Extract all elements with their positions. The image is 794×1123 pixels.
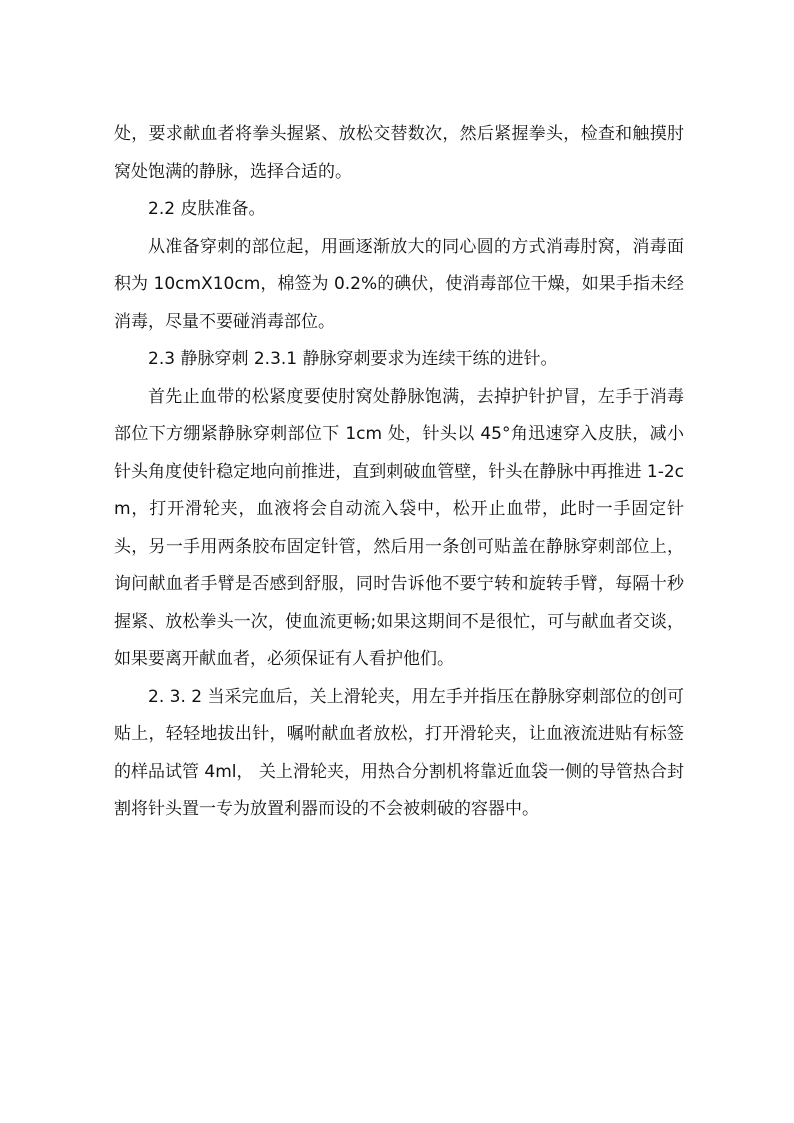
document-body	[114, 116, 684, 829]
section-heading-skin-prep: 2.2 皮肤准备。	[148, 199, 266, 219]
paragraph-vein-selection: 处，要求献血者将拳头握紧、放松交替数次，然后紧握拳头，检查和触摸肘窝处饱满的静脉，选择合适的。	[114, 124, 684, 182]
paragraph-blood-collection-end: 2. 3. 2 当采完血后，关上滑轮夹，用左手并指压在静脉穿刺部位的创可贴上，轻轻地拔出针，嘱咐献血者放松，打开滑轮夹，让血液流进贴有标签的样品试管 4ml， 关上滑轮夹，用热合分割机将靠近血袋一侧的导管热合封割将针头置一专为放置利器而设的不会被刺破的容器中。	[114, 686, 684, 819]
section-heading-venipuncture: 2.3 静脉穿刺 2.3.1 静脉穿刺要求为连续干练的进针。	[148, 349, 558, 369]
paragraph-disinfection: 从准备穿刺的部位起，用画逐渐放大的同心圆的方式消毒肘窝，消毒面积为 10cmX10cm，棉签为 0.2%的碘伏，使消毒部位干燥，如果手指未经消毒，尽量不要碰消毒部位。	[114, 236, 684, 332]
paragraph-needle-insertion: 首先止血带的松紧度要使肘窝处静脉饱满，去掉护针护冒，左手于消毒部位下方绷紧静脉穿刺部位下 1cm 处，针头以 45°角迅速穿入皮肤，减小针头角度使针稳定地向前推进，直到刺破血管壁，针头在静脉中再推进 1-2cm，打开滑轮夹，血液将会自动流入袋中，松开止血带，此时一手固定针头，另一手用两条胶布固定针管，然后用一条创可贴盖在静脉穿刺部位上，询问献血者手臂是否感到舒服，同时告诉他不要宁转和旋转手臂，每隔十秒握紧、放松拳头一次，使血流更畅;如果这期间不是很忙，可与献血者交谈，如果要离开献血者，必须保证有人看护他们。	[114, 386, 684, 669]
